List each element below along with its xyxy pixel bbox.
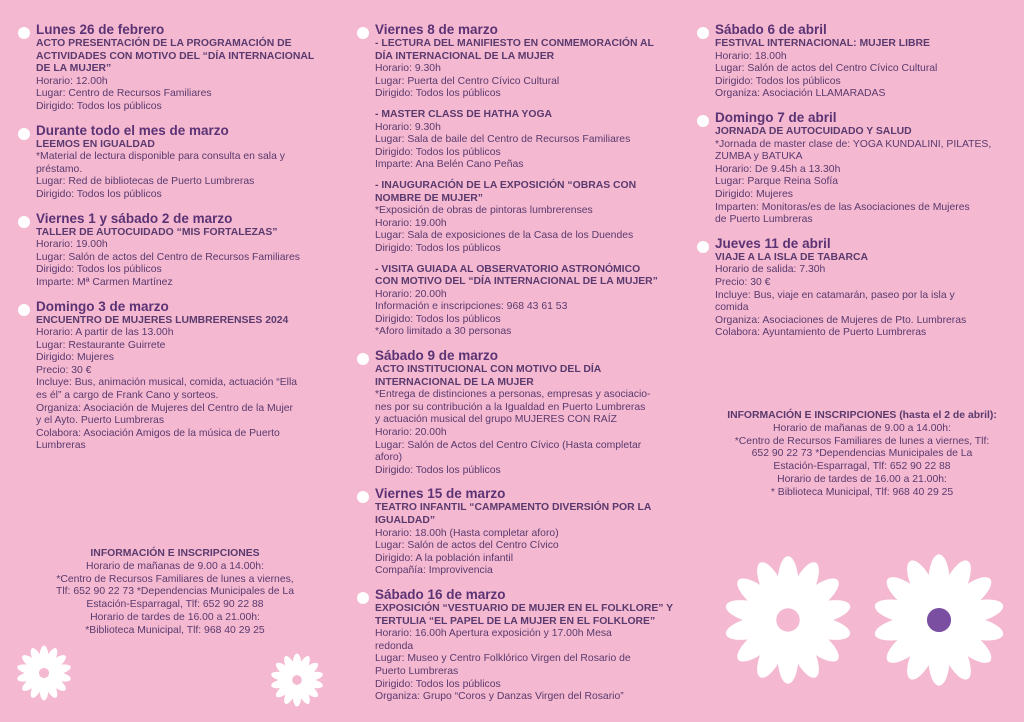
event-detail-line: Lugar: Salón de actos del Centro Cívico Cultural — [715, 63, 938, 75]
event-title-line: IGUALDAD” — [375, 515, 436, 526]
info-line: Tlf: 652 90 22 73 *Dependencias Municipales de La — [56, 586, 294, 598]
info-inscripciones-abril — [712, 410, 1012, 500]
event-title-line: ACTIVIDADES CON MOTIVO DEL “DÍA INTERNACIONAL — [36, 50, 315, 62]
event-detail-line: Dirigido: Todos los públicos — [375, 678, 501, 690]
bullet-icon — [357, 491, 369, 503]
event-date: Viernes 8 de marzo — [375, 22, 498, 37]
info-line: Estación-Esparragal, Tlf: 652 90 22 88 — [773, 461, 951, 473]
event-title-line: - VISITA GUIADA AL OBSERVATORIO ASTRONÓMICO — [375, 263, 641, 275]
info-line: Estación-Esparragal, Tlf: 652 90 22 88 — [86, 599, 264, 611]
info-line: 652 90 22 73 *Dependencias Municipales de La — [751, 448, 973, 460]
info-line: *Biblioteca Municipal, Tlf: 968 40 29 25 — [85, 624, 265, 636]
event-detail-line: Dirigido: Todos los públicos — [375, 464, 501, 476]
event-block — [357, 348, 675, 477]
flower-icon — [723, 555, 853, 685]
flower-center — [776, 608, 799, 631]
event-detail-line: Lugar: Museo y Centro Folklórico Virgen del Rosario de — [375, 653, 631, 665]
event-detail-line: Lugar: Sala de baile del Centro de Recursos Familiares — [375, 134, 631, 146]
event-detail-line: Precio: 30 € — [715, 276, 771, 288]
event-detail-line: Dirigido: Todos los públicos — [375, 313, 501, 325]
event-detail-line: Imparten: Monitoras/es de las Asociaciones de Mujeres — [715, 201, 970, 213]
event-detail-line: *Material de lectura disponible para consulta en sala y — [36, 151, 285, 163]
event-detail-line: Precio: 30 € — [36, 364, 92, 376]
event-detail-line: Lugar: Sala de exposiciones de la Casa de los Duendes — [375, 230, 634, 242]
event-detail-line: Dirigido: Todos los públicos — [36, 264, 162, 276]
event-block — [18, 123, 328, 202]
info-line: Horario de mañanas de 9.00 a 14.00h: — [86, 560, 264, 572]
column-3 — [697, 22, 1009, 349]
info-line: Horario de mañanas de 9.00 a 14.00h: — [773, 422, 951, 434]
event-detail-line: Dirigido: A la población infantil — [375, 552, 514, 564]
event-detail-line: Lugar: Parque Reina Sofía — [715, 176, 839, 188]
event-title-line: VIAJE A LA ISLA DE TABARCA — [715, 251, 868, 263]
info-line: *Centro de Recursos Familiares de lunes a viernes, — [56, 573, 294, 585]
event-detail-line: Lugar: Salón de Actos del Centro Cívico (Hasta completar — [375, 439, 642, 451]
event-detail-line: Compañía: Improvivencia — [375, 565, 493, 577]
event-detail-line: *Entrega de distinciones a personas, empresas y asociacio- — [375, 389, 651, 401]
event-title-line: TEATRO INFANTIL “CAMPAMENTO DIVERSIÓN POR LA — [375, 502, 652, 514]
flower-icon — [16, 645, 72, 701]
event-detail-line: de Puerto Lumbreras — [715, 214, 813, 226]
event-title-line: INTERNACIONAL DE LA MUJER — [375, 376, 534, 388]
event-block — [697, 22, 1009, 101]
info-heading: INFORMACIÓN E INSCRIPCIONES (hasta el 2 de abril): — [727, 410, 997, 421]
event-detail-line: préstamo. — [36, 163, 83, 175]
event-detail-line: Horario: 16.00h Apertura exposición y 17.00h Mesa — [375, 628, 612, 640]
event-detail-line: Organiza: Asociaciones de Mujeres de Pto. Lumbreras — [715, 314, 967, 326]
event-date: Sábado 16 de marzo — [375, 586, 506, 602]
flower-center — [292, 675, 302, 685]
event-detail-line: aforo) — [375, 452, 403, 464]
event-date: Viernes 15 de marzo — [375, 486, 506, 502]
bullet-icon — [697, 115, 709, 127]
event-block — [357, 486, 675, 578]
event-detail-line: Organiza: Grupo “Coros y Danzas Virgen del Rosario” — [375, 691, 624, 703]
event-detail-line: Información e inscripciones: 968 43 61 53 — [375, 301, 568, 313]
event-title-line: - MASTER CLASS DE HATHA YOGA — [375, 108, 553, 120]
event-title-line: DÍA INTERNACIONAL DE LA MUJER — [375, 50, 555, 62]
event-detail-line: Organiza: Asociación LLAMARADAS — [715, 88, 886, 100]
event-date: Durante todo el mes de marzo — [36, 122, 229, 138]
event-title-line: - LECTURA DEL MANIFIESTO EN CONMEMORACIÓN AL — [375, 38, 654, 49]
bullet-icon — [18, 128, 30, 140]
bullet-icon — [18, 304, 30, 316]
event-detail-line: Horario de salida: 7.30h — [715, 264, 826, 276]
event-block — [697, 110, 1009, 227]
event-detail-line: *Jornada de master clase de: YOGA KUNDALINI, PILATES, — [715, 138, 992, 150]
event-detail-line: Horario: 20.00h — [375, 288, 447, 300]
bullet-icon — [357, 353, 369, 365]
event-detail-line: Dirigido: Todos los públicos — [715, 75, 841, 87]
event-detail-line: *Aforo limitado a 30 personas — [375, 326, 512, 338]
event-detail-line: Lugar: Puerta del Centro Cívico Cultural — [375, 75, 560, 87]
event-date: Domingo 3 de marzo — [36, 298, 169, 314]
event-detail-line: Lugar: Restaurante Guirrete — [36, 339, 166, 351]
event-detail-line: Dirigido: Todos los públicos — [36, 188, 162, 200]
event-title-line: CON MOTIVO DEL “DÍA INTERNACIONAL DE LA MUJER” — [375, 276, 658, 288]
info-inscripciones-marzo — [30, 548, 320, 638]
event-detail-line: redonda — [375, 640, 414, 652]
event-detail-line: es él” a cargo de Frank Cano y sorteos. — [36, 390, 219, 402]
event-block — [357, 587, 675, 704]
event-date: Jueves 11 de abril — [715, 235, 831, 251]
event-title-line: - INAUGURACIÓN DE LA EXPOSICIÓN “OBRAS CON — [375, 179, 637, 191]
event-detail-line: Horario: 20.00h — [375, 427, 447, 439]
event-detail-line: Dirigido: Todos los públicos — [375, 146, 501, 158]
event-detail-line: Lugar: Salón de actos del Centro de Recursos Familiares — [36, 251, 300, 263]
event-detail-line: Incluye: Bus, viaje en catamarán, paseo por la isla y — [715, 289, 955, 301]
event-date: Lunes 26 de febrero — [36, 22, 165, 37]
event-detail-line: Incluye: Bus, animación musical, comida, actuación “Ella — [36, 377, 298, 389]
event-title-line: LEEMOS EN IGUALDAD — [36, 138, 155, 150]
event-detail-line: Horario: 9.30h — [375, 121, 441, 133]
bullet-icon — [18, 216, 30, 228]
event-detail-line: Colabora: Asociación Amigos de la música de Puerto — [36, 427, 280, 439]
event-title-line: TALLER DE AUTOCUIDADO “MIS FORTALEZAS” — [36, 226, 278, 238]
event-detail-line: Dirigido: Todos los públicos — [36, 100, 162, 112]
event-date: Sábado 9 de marzo — [375, 348, 499, 364]
event-detail-line: Dirigido: Mujeres — [715, 188, 793, 200]
bullet-icon — [18, 27, 30, 39]
event-date: Domingo 7 de abril — [715, 109, 837, 125]
event-detail-line: y el Ayto. Puerto Lumbreras — [36, 415, 165, 427]
flower-center — [927, 608, 951, 632]
event-detail-line: Dirigido: Mujeres — [36, 352, 114, 364]
event-detail-line: Horario: De 9.45h a 13.30h — [715, 163, 841, 175]
info-line: *Centro de Recursos Familiares de lunes a viernes, Tlf: — [734, 435, 990, 447]
bullet-icon — [357, 27, 369, 39]
bullet-icon — [697, 27, 709, 39]
event-detail-line: Organiza: Asociación de Mujeres del Centro de la Mujer — [36, 402, 294, 414]
event-title-line: DE LA MUJER” — [36, 63, 112, 75]
event-detail-line: Dirigido: Todos los públicos — [375, 242, 501, 254]
event-block — [18, 211, 328, 290]
event-title-line: ACTO INSTITUCIONAL CON MOTIVO DEL DÍA — [375, 364, 602, 376]
event-block — [357, 22, 675, 339]
event-detail-line: Imparte: Mª Carmen Martínez — [36, 276, 173, 288]
info-line: Horario de tardes de 16.00 a 21.00h: — [777, 473, 947, 485]
info-line: * Biblioteca Municipal, Tlf: 968 40 29 25 — [770, 486, 954, 498]
event-detail-line: *Exposición de obras de pintoras lumbrerenses — [375, 205, 593, 217]
column-2 — [357, 22, 675, 713]
event-detail-line: comida — [715, 302, 749, 314]
event-detail-line: y actuación musical del grupo MUJERES CON RAÍZ — [375, 414, 617, 426]
event-detail-line: Colabora: Ayuntamiento de Puerto Lumbreras — [715, 327, 927, 339]
event-title-line: ACTO PRESENTACIÓN DE LA PROGRAMACIÓN DE — [36, 38, 292, 49]
event-detail-line: Lugar: Red de bibliotecas de Puerto Lumbreras — [36, 176, 255, 188]
info-heading: INFORMACIÓN E INSCRIPCIONES — [90, 548, 260, 559]
event-detail-line: ZUMBA y BATUKA — [715, 151, 803, 163]
event-title-line: TERTULIA “EL PAPEL DE LA MUJER EN EL FOLKLORE” — [375, 615, 656, 627]
event-title-line: NOMBRE DE MUJER” — [375, 192, 483, 204]
event-date: Sábado 6 de abril — [715, 22, 827, 37]
column-1 — [18, 22, 328, 462]
flower-icon — [872, 553, 1006, 687]
event-detail-line: Horario: 19.00h — [36, 239, 108, 251]
event-detail-line: Imparte: Ana Belén Cano Peñas — [375, 159, 524, 171]
event-title-line: FESTIVAL INTERNACIONAL: MUJER LIBRE — [715, 38, 930, 49]
event-block — [18, 22, 328, 114]
event-detail-line: Horario: 12.00h — [36, 75, 108, 87]
event-detail-line: Horario: 18.00h (Hasta completar aforo) — [375, 527, 559, 539]
flower-icon — [270, 653, 324, 707]
event-detail-line: Dirigido: Todos los públicos — [375, 88, 501, 100]
event-title-line: ENCUENTRO DE MUJERES LUMBRERENSES 2024 — [36, 314, 289, 326]
event-detail-line: Lumbreras — [36, 440, 86, 452]
event-block — [697, 236, 1009, 340]
event-detail-line: Horario: A partir de las 13.00h — [36, 327, 174, 339]
event-title-line: EXPOSICIÓN “VESTUARIO DE MUJER EN EL FOLKLORE” Y — [375, 602, 674, 614]
bullet-icon — [697, 241, 709, 253]
flower-center — [39, 668, 49, 678]
event-detail-line: nes por su contribución a la Igualdad en Puerto Lumbreras — [375, 401, 646, 413]
event-detail-line: Horario: 19.00h — [375, 217, 447, 229]
event-detail-line: Horario: 18.00h — [715, 50, 787, 62]
bullet-icon — [357, 592, 369, 604]
event-detail-line: Puerto Lumbreras — [375, 665, 459, 677]
event-detail-line: Lugar: Salón de actos del Centro Cívico — [375, 540, 559, 552]
event-block — [18, 299, 328, 454]
event-detail-line: Horario: 9.30h — [375, 63, 441, 75]
event-date: Viernes 1 y sábado 2 de marzo — [36, 210, 233, 226]
event-title-line: JORNADA DE AUTOCUIDADO Y SALUD — [715, 125, 912, 137]
event-detail-line: Lugar: Centro de Recursos Familiares — [36, 88, 212, 100]
info-line: Horario de tardes de 16.00 a 21.00h: — [90, 611, 260, 623]
